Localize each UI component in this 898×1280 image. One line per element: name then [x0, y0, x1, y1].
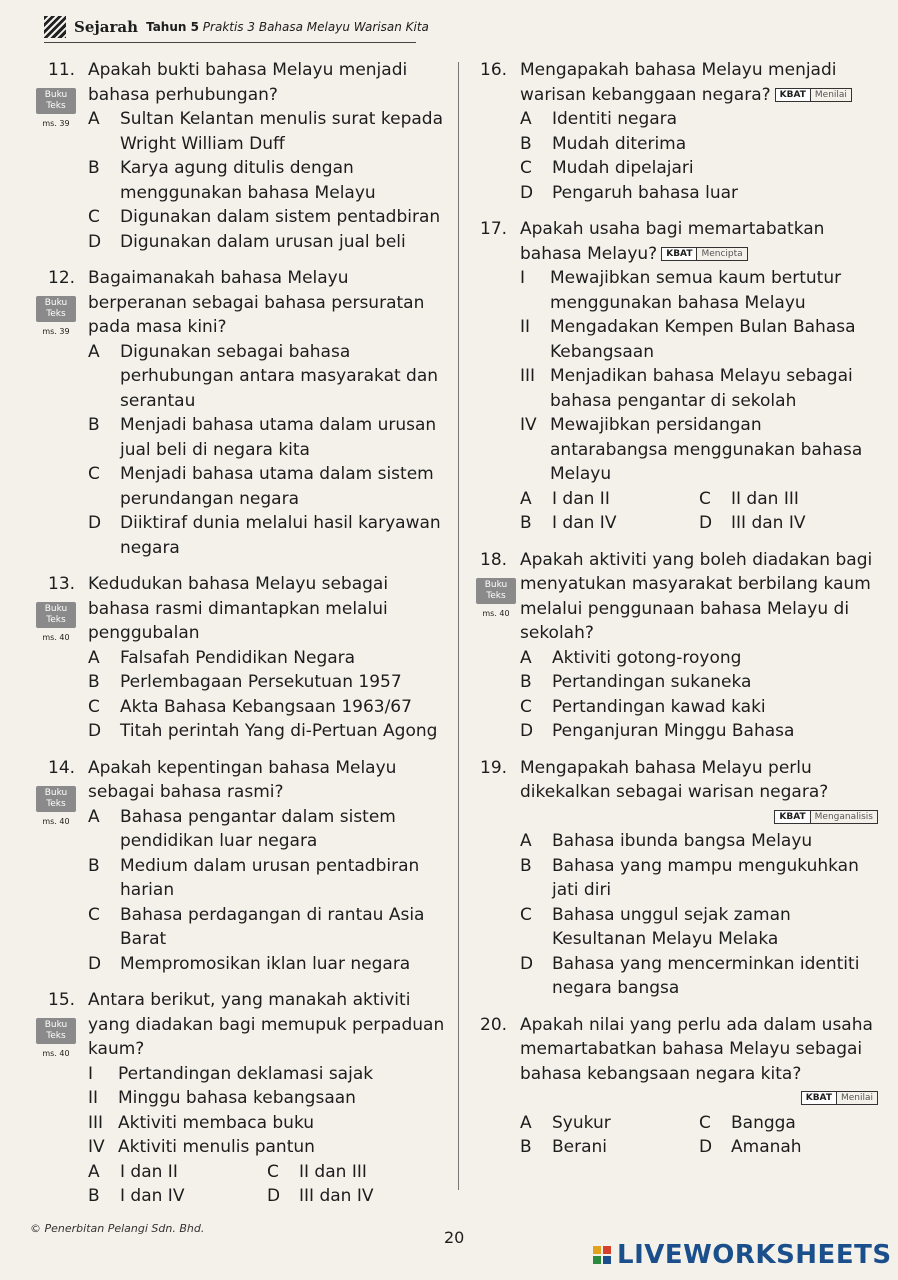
option-text: Karya agung ditulis dengan menggunakan bahasa Melayu [120, 158, 376, 203]
answer-options-grid [88, 1160, 446, 1209]
answer-option [520, 1111, 699, 1136]
option-text: Pertandingan sukaneka [552, 672, 752, 692]
option-letter: A [88, 647, 100, 668]
answer-option [88, 156, 446, 205]
answer-option [267, 1184, 446, 1209]
kbat-tag [774, 810, 878, 824]
option-letter: B [520, 513, 532, 533]
option-letter: D [520, 182, 534, 203]
option-text: Mudah dipelajari [552, 158, 694, 178]
option-letter: C [88, 464, 100, 484]
option-letter: D [88, 231, 102, 252]
option-letter: C [88, 207, 100, 227]
page-ref: ms. 40 [482, 608, 510, 618]
kbat-skill: Menilai [810, 89, 851, 101]
option-text: Bangga [731, 1112, 796, 1133]
answer-option [520, 132, 878, 157]
option-letter: D [520, 721, 534, 741]
option-text: Akta Bahasa Kebangsaan 1963/67 [120, 696, 412, 717]
question-stem [520, 217, 878, 266]
option-letter: D [88, 721, 102, 741]
option-text: Menjadi bahasa utama dalam urusan jual beli di negara kita [120, 415, 437, 460]
statement-item [520, 266, 878, 315]
kbat-skill: Menilai [836, 1092, 877, 1104]
answer-option [520, 156, 878, 181]
answer-option [88, 670, 446, 695]
option-letter: A [88, 806, 100, 827]
statement-label: II [88, 1088, 99, 1108]
answer-option [520, 1135, 699, 1160]
option-text: Berani [552, 1137, 608, 1157]
topic-label: Bahasa Melayu Warisan Kita [258, 20, 429, 34]
option-letter: A [520, 831, 532, 851]
option-letter: C [520, 696, 532, 717]
option-text: Mudah diterima [552, 133, 687, 154]
statement-text: Menjadikan bahasa Melayu sebagai bahasa pengantar di sekolah [550, 366, 853, 411]
kbat-label: KBAT [662, 248, 696, 260]
option-letter: A [88, 341, 100, 362]
statement-label: II [520, 317, 531, 337]
answer-option [520, 695, 878, 720]
question-11 [26, 58, 446, 254]
option-letter: D [520, 953, 534, 974]
badge-line: Teks [46, 101, 66, 111]
option-letter: D [267, 1186, 281, 1206]
answer-option [520, 107, 878, 132]
liveworksheets-grid-icon [593, 1246, 611, 1264]
question-number: 15. [48, 990, 76, 1010]
question-stem [88, 58, 446, 107]
question-text: Antara berikut, yang manakah aktiviti yang diadakan bagi memupuk perpaduan kaum? [88, 990, 445, 1059]
option-text: I dan IV [120, 1186, 185, 1206]
answer-option [88, 511, 446, 560]
option-text: Penganjuran Minggu Bahasa [552, 721, 795, 741]
badge-line: Buku [44, 1020, 68, 1030]
question-text: Bagaimanakah bahasa Melayu berperanan sebagai bahasa persuratan pada masa kini? [88, 268, 425, 337]
question-text: Apakah aktiviti yang boleh diadakan bagi menyatukan masyarakat berbilang kaum melalui penggunaan bahasa Melayu di sekolah? [520, 549, 873, 643]
statement-label: III [520, 366, 536, 386]
textbook-badge [476, 578, 516, 619]
kbat-skill: Menganalisis [810, 811, 877, 823]
statement-text: Mewajibkan persidangan antarabangsa menggunakan bahasa Melayu [550, 415, 863, 484]
option-text: Bahasa ibunda bangsa Melayu [552, 831, 813, 851]
option-letter: A [520, 647, 532, 668]
kbat-tag [775, 88, 852, 102]
option-text: Sultan Kelantan menulis surat kepada Wright William Duff [120, 109, 443, 154]
option-letter: C [88, 696, 100, 717]
badge-line: Buku [44, 604, 68, 614]
question-number: 19. [480, 757, 508, 778]
answer-option [520, 829, 878, 854]
book-logo-icon [44, 16, 66, 38]
statement-text: Aktiviti menulis pantun [118, 1137, 315, 1157]
option-text: Mempromosikan iklan luar negara [120, 953, 411, 974]
option-letter: C [520, 904, 532, 925]
option-letter: C [699, 1112, 711, 1133]
option-text: Bahasa pengantar dalam sistem pendidikan luar negara [120, 806, 396, 851]
answer-option [699, 487, 878, 512]
kbat-label: KBAT [775, 811, 809, 823]
answer-options-grid [520, 1111, 878, 1160]
textbook-badge-box [476, 578, 516, 604]
kbat-tag [801, 1091, 878, 1105]
answer-option [88, 340, 446, 414]
question-stem [520, 548, 878, 646]
option-letter: D [699, 1137, 713, 1157]
option-text: I dan II [120, 1161, 178, 1182]
badge-line: Teks [46, 309, 66, 319]
option-text: Digunakan dalam sistem pentadbiran [120, 207, 441, 227]
page-ref: ms. 40 [42, 633, 70, 642]
statement-item [88, 1062, 446, 1087]
option-text: II dan III [299, 1161, 367, 1182]
badge-line: Buku [44, 787, 68, 798]
option-text: Digunakan sebagai bahasa perhubungan antara masyarakat dan serantau [120, 341, 439, 411]
answer-option [699, 1111, 878, 1136]
question-text: Apakah bukti bahasa Melayu menjadi bahasa perhubungan? [88, 60, 408, 105]
option-text: Titah perintah Yang di-Pertuan Agong [120, 721, 438, 741]
option-letter: B [520, 672, 532, 692]
kbat-line [520, 805, 878, 830]
badge-line: Buku [484, 579, 508, 590]
option-letter: B [88, 415, 100, 435]
option-text: Digunakan dalam urusan jual beli [120, 231, 406, 252]
question-stem [520, 1013, 878, 1087]
option-letter: A [88, 109, 100, 129]
option-letter: C [699, 488, 711, 509]
option-letter: D [88, 513, 102, 533]
kbat-tag [661, 247, 747, 261]
answer-option [520, 952, 878, 1001]
question-text: Apakah nilai yang perlu ada dalam usaha memartabatkan bahasa Melayu sebagai bahasa kebangsaan negara kita? [520, 1014, 873, 1084]
textbook-badge-box [36, 602, 76, 628]
answer-option [88, 695, 446, 720]
statement-text: Aktiviti membaca buku [118, 1112, 315, 1133]
badge-line: Teks [46, 1031, 66, 1041]
option-letter: D [699, 513, 713, 533]
question-number: 11. [48, 60, 76, 80]
publisher-credit: © Penerbitan Pelangi Sdn. Bhd. [30, 1222, 205, 1235]
answer-option [88, 413, 446, 462]
question-text: Apakah kepentingan bahasa Melayu sebagai bahasa rasmi? [88, 757, 397, 802]
question-20 [478, 1013, 878, 1160]
textbook-badge [36, 88, 76, 129]
question-number: 13. [48, 574, 76, 594]
textbook-badge [36, 1018, 76, 1059]
option-text: III dan IV [299, 1186, 374, 1206]
question-text: Mengapakah bahasa Melayu menjadi warisan kebanggaan negara? [520, 60, 837, 105]
liveworksheets-logo [593, 1240, 892, 1270]
option-letter: A [520, 109, 532, 129]
page-ref: ms. 39 [42, 119, 70, 128]
page-header [44, 16, 429, 38]
answer-option [88, 805, 446, 854]
subject-title: Sejarah [74, 18, 139, 36]
question-text: Apakah usaha bagi memartabatkan bahasa Melayu? [520, 219, 825, 264]
answer-option [88, 646, 446, 671]
option-letter: C [88, 904, 100, 925]
answer-option [88, 1160, 267, 1185]
textbook-badge [36, 296, 76, 337]
question-12 [26, 266, 446, 560]
page-ref: ms. 40 [42, 1049, 70, 1058]
option-text: Identiti negara [552, 109, 678, 129]
statement-text: Pertandingan deklamasi sajak [118, 1063, 374, 1084]
option-text: Bahasa yang mampu mengukuhkan jati diri [552, 855, 859, 900]
question-stem [88, 756, 446, 805]
answer-option [88, 230, 446, 255]
answer-option [88, 107, 446, 156]
option-letter: A [88, 1161, 100, 1182]
statement-label: IV [88, 1137, 105, 1157]
statement-item [520, 364, 878, 413]
question-stem [520, 756, 878, 805]
kbat-skill: Mencipta [696, 248, 746, 260]
option-text: Falsafah Pendidikan Negara [120, 647, 356, 668]
option-letter: C [267, 1161, 279, 1182]
question-stem [88, 572, 446, 646]
question-19 [478, 756, 878, 1001]
option-text: III dan IV [731, 513, 806, 533]
option-text: Amanah [731, 1137, 802, 1157]
option-letter: B [520, 133, 532, 154]
statement-item [520, 413, 878, 487]
page-number: 20 [444, 1228, 465, 1247]
textbook-badge-box [36, 1018, 76, 1044]
column-divider [458, 62, 459, 1190]
answer-option [520, 719, 878, 744]
option-text: Medium dalam urusan pentadbiran harian [120, 855, 420, 900]
badge-line: Buku [44, 298, 68, 308]
statement-item [520, 315, 878, 364]
kbat-label: KBAT [802, 1092, 836, 1104]
answer-option [88, 952, 446, 977]
answer-option [88, 719, 446, 744]
badge-line: Teks [46, 798, 66, 809]
option-letter: B [520, 1137, 532, 1157]
answer-option [699, 511, 878, 536]
option-text: Menjadi bahasa utama dalam sistem perundangan negara [120, 464, 434, 509]
left-column [26, 58, 446, 1221]
answer-option [88, 903, 446, 952]
textbook-badge-box [36, 296, 76, 322]
textbook-badge [36, 786, 76, 827]
question-18 [478, 548, 878, 744]
question-16 [478, 58, 878, 205]
question-text: Mengapakah bahasa Melayu perlu dikekalkan sebagai warisan negara? [520, 757, 829, 802]
question-number: 18. [480, 549, 508, 570]
option-text: Bahasa unggul sejak zaman Kesultanan Melayu Melaka [552, 904, 791, 949]
answer-option [520, 903, 878, 952]
question-number: 20. [480, 1014, 508, 1035]
option-text: I dan II [552, 488, 610, 509]
option-text: Aktiviti gotong-royong [552, 647, 742, 668]
answer-option [520, 646, 878, 671]
statement-label: III [88, 1112, 104, 1133]
option-letter: B [520, 855, 532, 876]
question-17 [478, 217, 878, 536]
answer-option [88, 205, 446, 230]
option-text: Pertandingan kawad kaki [552, 696, 766, 717]
option-letter: C [520, 158, 532, 178]
statement-item [88, 1111, 446, 1136]
answer-option [88, 854, 446, 903]
option-text: Perlembagaan Persekutuan 1957 [120, 672, 402, 692]
statement-text: Mewajibkan semua kaum bertutur menggunakan bahasa Melayu [550, 268, 842, 313]
header-rule [44, 42, 416, 43]
question-stem [520, 58, 878, 107]
statement-text: Mengadakan Kempen Bulan Bahasa Kebangsaan [550, 317, 856, 362]
badge-line: Teks [486, 590, 506, 601]
liveworksheets-wordmark: LIVEWORKSHEETS [617, 1240, 892, 1270]
statement-label: IV [520, 415, 537, 435]
answer-option [520, 181, 878, 206]
statement-label: I [520, 268, 526, 288]
answer-option [88, 462, 446, 511]
statement-text: Minggu bahasa kebangsaan [118, 1088, 356, 1108]
badge-line: Buku [44, 90, 68, 100]
statement-item [88, 1086, 446, 1111]
option-text: Bahasa perdagangan di rantau Asia Barat [120, 904, 425, 949]
option-letter: B [88, 158, 100, 178]
question-stem [88, 988, 446, 1062]
question-number: 16. [480, 60, 508, 80]
statement-item [88, 1135, 446, 1160]
question-stem [88, 266, 446, 340]
practice-label: Praktis 3 [202, 20, 256, 34]
badge-line: Teks [46, 615, 66, 625]
answer-option [267, 1160, 446, 1185]
header-details [146, 20, 429, 34]
textbook-badge-box [36, 786, 76, 812]
page-ref: ms. 40 [42, 816, 70, 826]
question-number: 17. [480, 219, 508, 239]
textbook-badge-box [36, 88, 76, 114]
question-text: Kedudukan bahasa Melayu sebagai bahasa rasmi dimantapkan melalui penggubalan [88, 574, 389, 643]
textbook-badge [36, 602, 76, 643]
answer-option [520, 670, 878, 695]
kbat-line [520, 1086, 878, 1111]
question-number: 12. [48, 268, 76, 288]
option-letter: D [88, 953, 102, 974]
question-number: 14. [48, 757, 76, 778]
option-letter: B [88, 1186, 100, 1206]
answer-option [520, 487, 699, 512]
right-column [478, 58, 878, 1172]
option-letter: A [520, 1112, 532, 1133]
year-label: Tahun 5 [146, 20, 199, 34]
question-13 [26, 572, 446, 744]
kbat-label: KBAT [776, 89, 810, 101]
answer-option [699, 1135, 878, 1160]
option-letter: A [520, 488, 532, 509]
option-letter: B [88, 855, 100, 876]
page-ref: ms. 39 [42, 327, 70, 336]
option-text: Bahasa yang mencerminkan identiti negara bangsa [552, 953, 860, 998]
option-text: I dan IV [552, 513, 617, 533]
question-15 [26, 988, 446, 1209]
option-text: II dan III [731, 488, 799, 509]
answer-option [520, 854, 878, 903]
option-text: Diiktiraf dunia melalui hasil karyawan negara [120, 513, 441, 558]
statement-label: I [88, 1063, 94, 1084]
option-text: Syukur [552, 1112, 611, 1133]
question-14 [26, 756, 446, 977]
option-letter: B [88, 672, 100, 692]
answer-option [520, 511, 699, 536]
answer-option [88, 1184, 267, 1209]
answer-options-grid [520, 487, 878, 536]
option-text: Pengaruh bahasa luar [552, 182, 739, 203]
